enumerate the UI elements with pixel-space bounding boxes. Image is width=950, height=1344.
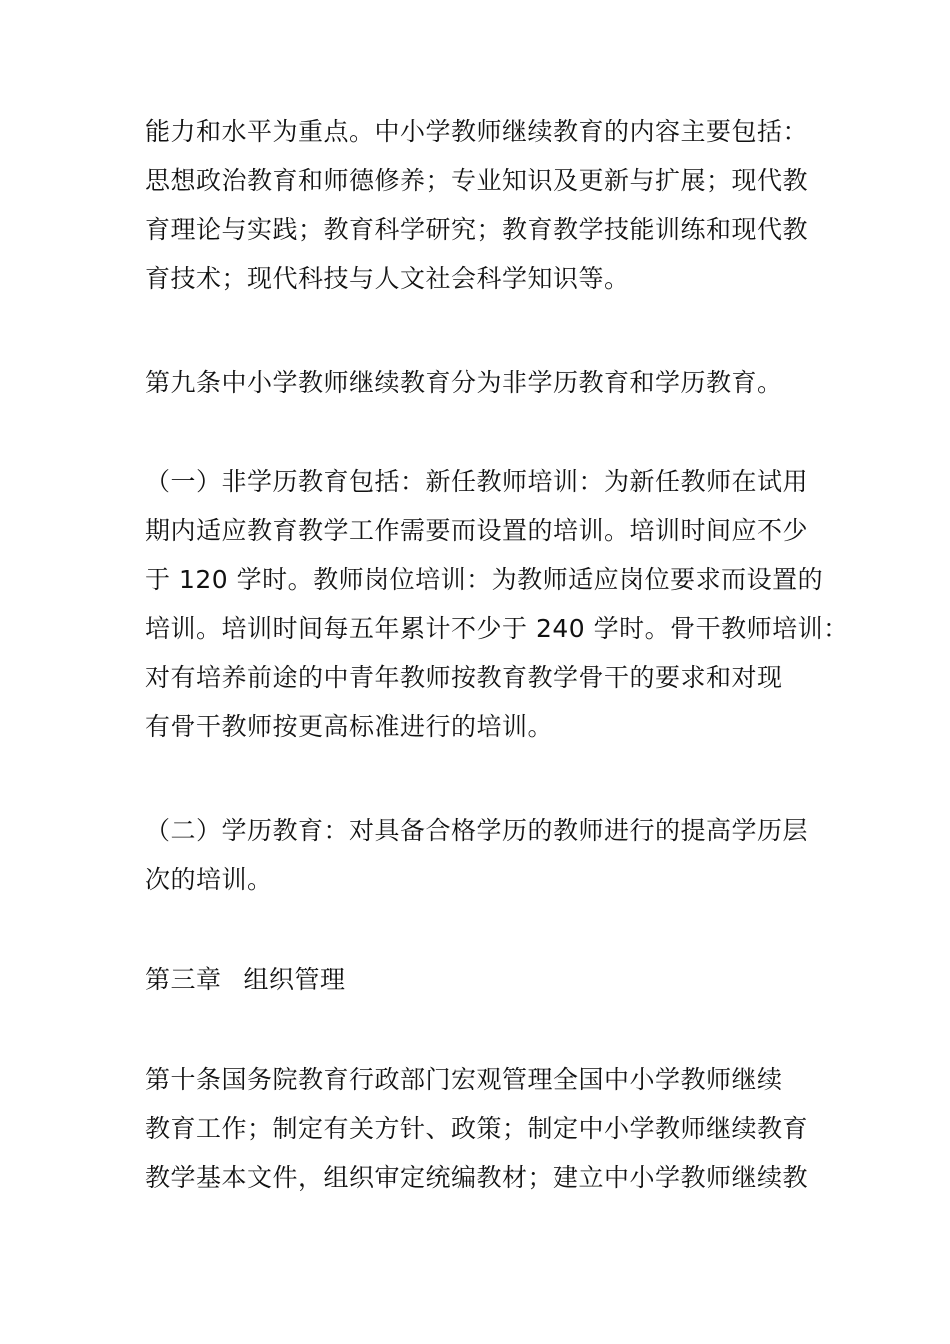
- text-line: 有骨干教师按更高标准进行的培训。: [145, 712, 554, 741]
- paragraph-non-degree-education: [145, 457, 849, 751]
- text-line: （一）非学历教育包括：新任教师培训：为新任教师在试用: [145, 467, 809, 496]
- text-line: 能力和水平为重点。中小学教师继续教育的内容主要包括：: [145, 117, 809, 146]
- text-line: 第十条国务院教育行政部门宏观管理全国中小学教师继续: [145, 1065, 783, 1094]
- text-line: 期内适应教育教学工作需要而设置的培训。培训时间应不少: [145, 516, 809, 545]
- paragraph-training-content: [145, 107, 845, 303]
- chapter-heading-line: [145, 955, 845, 1004]
- text-line: 第九条中小学教师继续教育分为非学历教育和学历教育。: [145, 368, 783, 397]
- text-line: 育理论与实践；教育科学研究；教育教学技能训练和现代教: [145, 215, 809, 244]
- text-line: 教学基本文件，组织审定统编教材；建立中小学教师继续教: [145, 1163, 809, 1192]
- chapter-number: 第三章: [145, 965, 222, 994]
- chapter-title: 组织管理: [243, 965, 346, 994]
- paragraph-degree-education: [145, 806, 845, 904]
- text-line: 培训。培训时间每五年累计不少于 240 学时。骨干教师培训：: [145, 614, 849, 643]
- text-line: （二）学历教育：对具备合格学历的教师进行的提高学历层: [145, 816, 809, 845]
- text-line: 育技术；现代科技与人文社会科学知识等。: [145, 264, 630, 293]
- paragraph-article-nine: [145, 358, 845, 407]
- text-line: 教育工作；制定有关方针、政策；制定中小学教师继续教育: [145, 1114, 809, 1143]
- text-line: 对有培养前途的中青年教师按教育教学骨干的要求和对现: [145, 663, 783, 692]
- paragraph-article-ten: [145, 1055, 845, 1202]
- text-line: 次的培训。: [145, 865, 273, 894]
- chapter-heading: [145, 955, 845, 1004]
- text-line: 思想政治教育和师德修养；专业知识及更新与扩展；现代教: [145, 166, 809, 195]
- text-line: 于 120 学时。教师岗位培训：为教师适应岗位要求而设置的: [145, 565, 824, 594]
